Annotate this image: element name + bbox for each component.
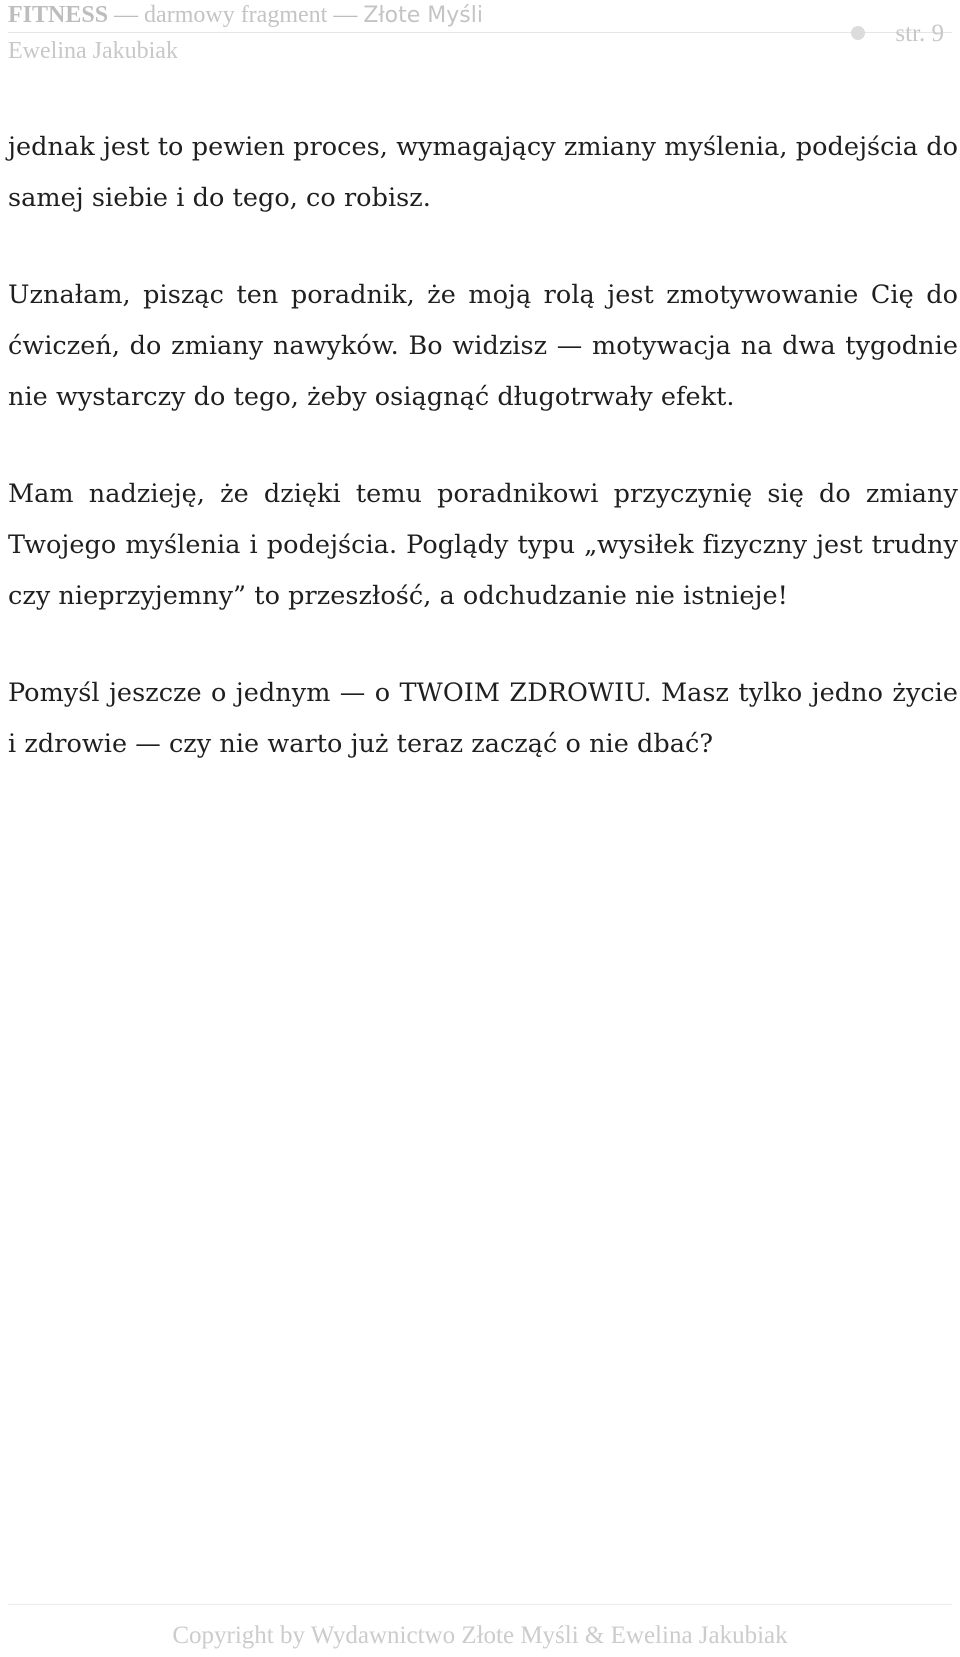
- footer-divider: [8, 1604, 952, 1605]
- page-number-label: str. 9: [895, 20, 944, 47]
- bullet-dot-icon: [851, 26, 865, 40]
- header-divider: [8, 32, 952, 33]
- header-dash: —: [114, 2, 139, 28]
- author-name: Ewelina Jakubiak: [8, 38, 178, 64]
- header-title-line: [8, 2, 483, 29]
- publisher-name: Złote Myśli: [363, 3, 483, 28]
- paragraph: jednak jest to pewien proces, wymagający zmiany myślenia, podejścia do samej siebie i do tego, co robisz.: [8, 132, 958, 213]
- page-body: [8, 122, 958, 816]
- header-subtitle: darmowy fragment: [144, 2, 328, 28]
- copyright-footer: Copyright by Wydawnictwo Złote Myśli & Ewelina Jakubiak: [172, 1622, 788, 1649]
- book-brand: FITNESS: [8, 2, 109, 28]
- page-number: [851, 20, 944, 48]
- paragraph: Uznałam, pisząc ten poradnik, że moją rolą jest zmotywowanie Cię do ćwiczeń, do zmiany nawyków. Bo widzisz — motywacja na dwa tygodnie nie wystarczy do tego, żeby osiągnąć długotrwały efekt.: [8, 280, 958, 412]
- header-dash-2: —: [333, 2, 358, 28]
- page-header: [8, 0, 952, 80]
- paragraph: Mam nadzieję, że dzięki temu poradnikowi przyczynię się do zmiany Twojego myślenia i podejścia. Poglądy typu „wysiłek fizyczny jest trudny czy nieprzyjemny” to przeszłość, a odchudzanie nie istnieje!: [8, 479, 958, 611]
- paragraph: Pomyśl jeszcze o jednym — o TWOIM ZDROWIU. Masz tylko jedno życie i zdrowie — czy nie warto już teraz zacząć o nie dbać?: [8, 678, 958, 759]
